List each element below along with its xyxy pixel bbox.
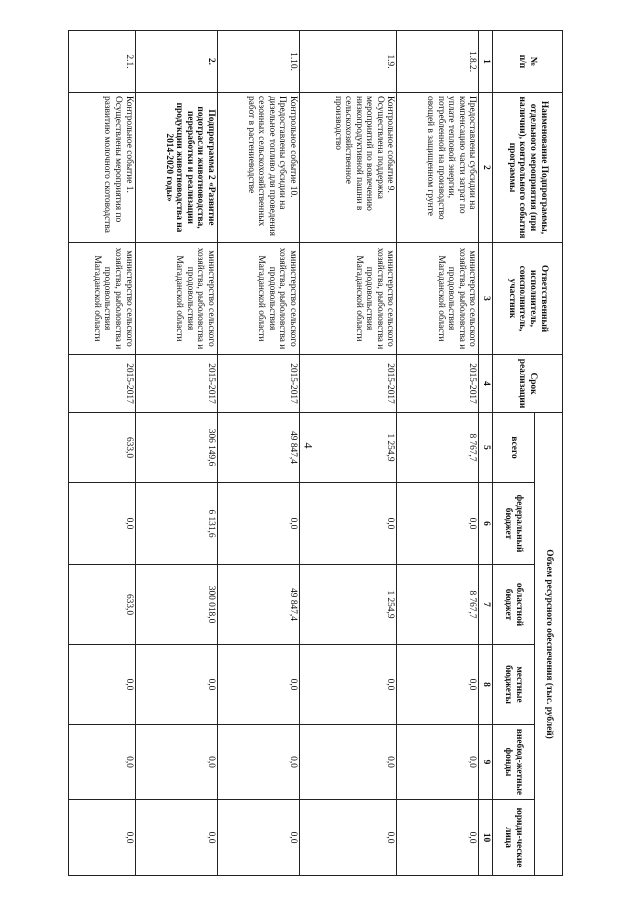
table-row [299,31,397,876]
row-extrabudget: 0,0 [69,725,136,800]
index-cell: 6 [479,483,493,565]
row-federal: 0,0 [299,483,397,565]
row-term: 2015-2017 [397,355,479,413]
row-term: 2015-2017 [217,355,299,413]
row-federal: 0,0 [69,483,136,565]
row-total: 8 767,7 [397,413,479,483]
row-legal: 0,0 [135,800,217,876]
table-row [69,31,136,876]
row-responsible: министерство сельского хозяйства, рыболовства и продовольствия Магаданской области [69,243,136,355]
index-cell: 1 [479,31,493,93]
table-row [135,31,217,876]
index-cell: 5 [479,413,493,483]
header-legal: юриди-ческие лица [493,800,535,876]
row-total: 306 149,6 [135,413,217,483]
row-term: 2015-2017 [69,355,136,413]
header-federal: федеральный бюджет [493,483,535,565]
row-legal: 0,0 [217,800,299,876]
row-regional: 49 847,4 [217,565,299,645]
row-extrabudget: 0,0 [299,725,397,800]
row-term: 2015-2017 [135,355,217,413]
row-name: Контрольное событие 9. Осуществлена поддержка мероприятий по вовлечению низкопродуктивной пашни в сельскохозяйственное производство [299,93,397,243]
resource-table [68,30,563,876]
table-wrapper [68,30,640,868]
row-responsible: министерство сельского хозяйства, рыболовства и продовольствия Магаданской области [299,243,397,355]
row-total: 1 254,9 [299,413,397,483]
row-local: 0,0 [217,645,299,725]
header-num: № п/п [493,31,563,93]
row-responsible: министерство сельского хозяйства, рыболовства и продовольствия Магаданской области [217,243,299,355]
row-regional: 633,0 [69,565,136,645]
row-num: 2. [135,31,217,93]
table-row [397,31,479,876]
row-num: 1.9. [299,31,397,93]
row-extrabudget: 0,0 [135,725,217,800]
row-responsible: министерство сельского хозяйства, рыболовства и продовольствия Магаданской области [397,243,479,355]
header-local: местные бюджеты [493,645,535,725]
page-number: 4 [301,442,316,449]
index-cell: 7 [479,565,493,645]
row-local: 0,0 [397,645,479,725]
header-volume: Объем ресурсного обеспечения (тыс. рублей) [535,413,563,876]
row-total: 49 847,4 [217,413,299,483]
row-extrabudget: 0,0 [217,725,299,800]
header-extrabudget: внебюд-жетные фонды [493,725,535,800]
row-legal: 0,0 [397,800,479,876]
header-regional: областной бюджет [493,565,535,645]
row-regional: 8 767,7 [397,565,479,645]
row-name: Предоставлены субсидии на компенсацию части затрат по уплате тепловой энергии, потребленной на производство овощей в защищенном грунте [397,93,479,243]
index-cell: 10 [479,800,493,876]
row-extrabudget: 0,0 [397,725,479,800]
row-legal: 0,0 [69,800,136,876]
row-num: 1.8.2. [397,31,479,93]
row-regional: 1 254,9 [299,565,397,645]
header-name: Наименование Подпрограммы, отдельного мероприятия (при наличии), контрольного события программы [493,93,563,243]
row-name: Контрольное событие 10. Предоставлены субсидии на дизельное топливо для проведения сезонных сельскохозяйственных работ в растениеводстве [217,93,299,243]
row-local: 0,0 [299,645,397,725]
row-regional: 300 018,0 [135,565,217,645]
row-num: 1.10. [217,31,299,93]
row-name: Контрольное событие 1. Осуществлены мероприятия по развитию молочного скотоводства [69,93,136,243]
row-federal: 6 131,6 [135,483,217,565]
header-responsible: Ответственный исполнитель, соисполнитель, участник [493,243,563,355]
table-rotated [68,30,563,875]
header-total: всего [493,413,535,483]
index-cell: 2 [479,93,493,243]
header-term: Срок реализации [493,355,563,413]
row-name: Подпрограмма 2 «Развитие подотрасли животноводства, переработки и реализации продукции животноводства на 2014-2020 годы» [135,93,217,243]
row-term: 2015-2017 [299,355,397,413]
row-local: 0,0 [135,645,217,725]
table-row [217,31,299,876]
row-federal: 0,0 [217,483,299,565]
index-cell: 9 [479,725,493,800]
row-federal: 0,0 [397,483,479,565]
row-total: 633,0 [69,413,136,483]
row-num: 2.1. [69,31,136,93]
row-local: 0,0 [69,645,136,725]
index-cell: 8 [479,645,493,725]
row-legal: 0,0 [299,800,397,876]
index-cell: 4 [479,355,493,413]
index-cell: 3 [479,243,493,355]
row-responsible: министерство сельского хозяйства, рыболовства и продовольствия Магаданской области [135,243,217,355]
